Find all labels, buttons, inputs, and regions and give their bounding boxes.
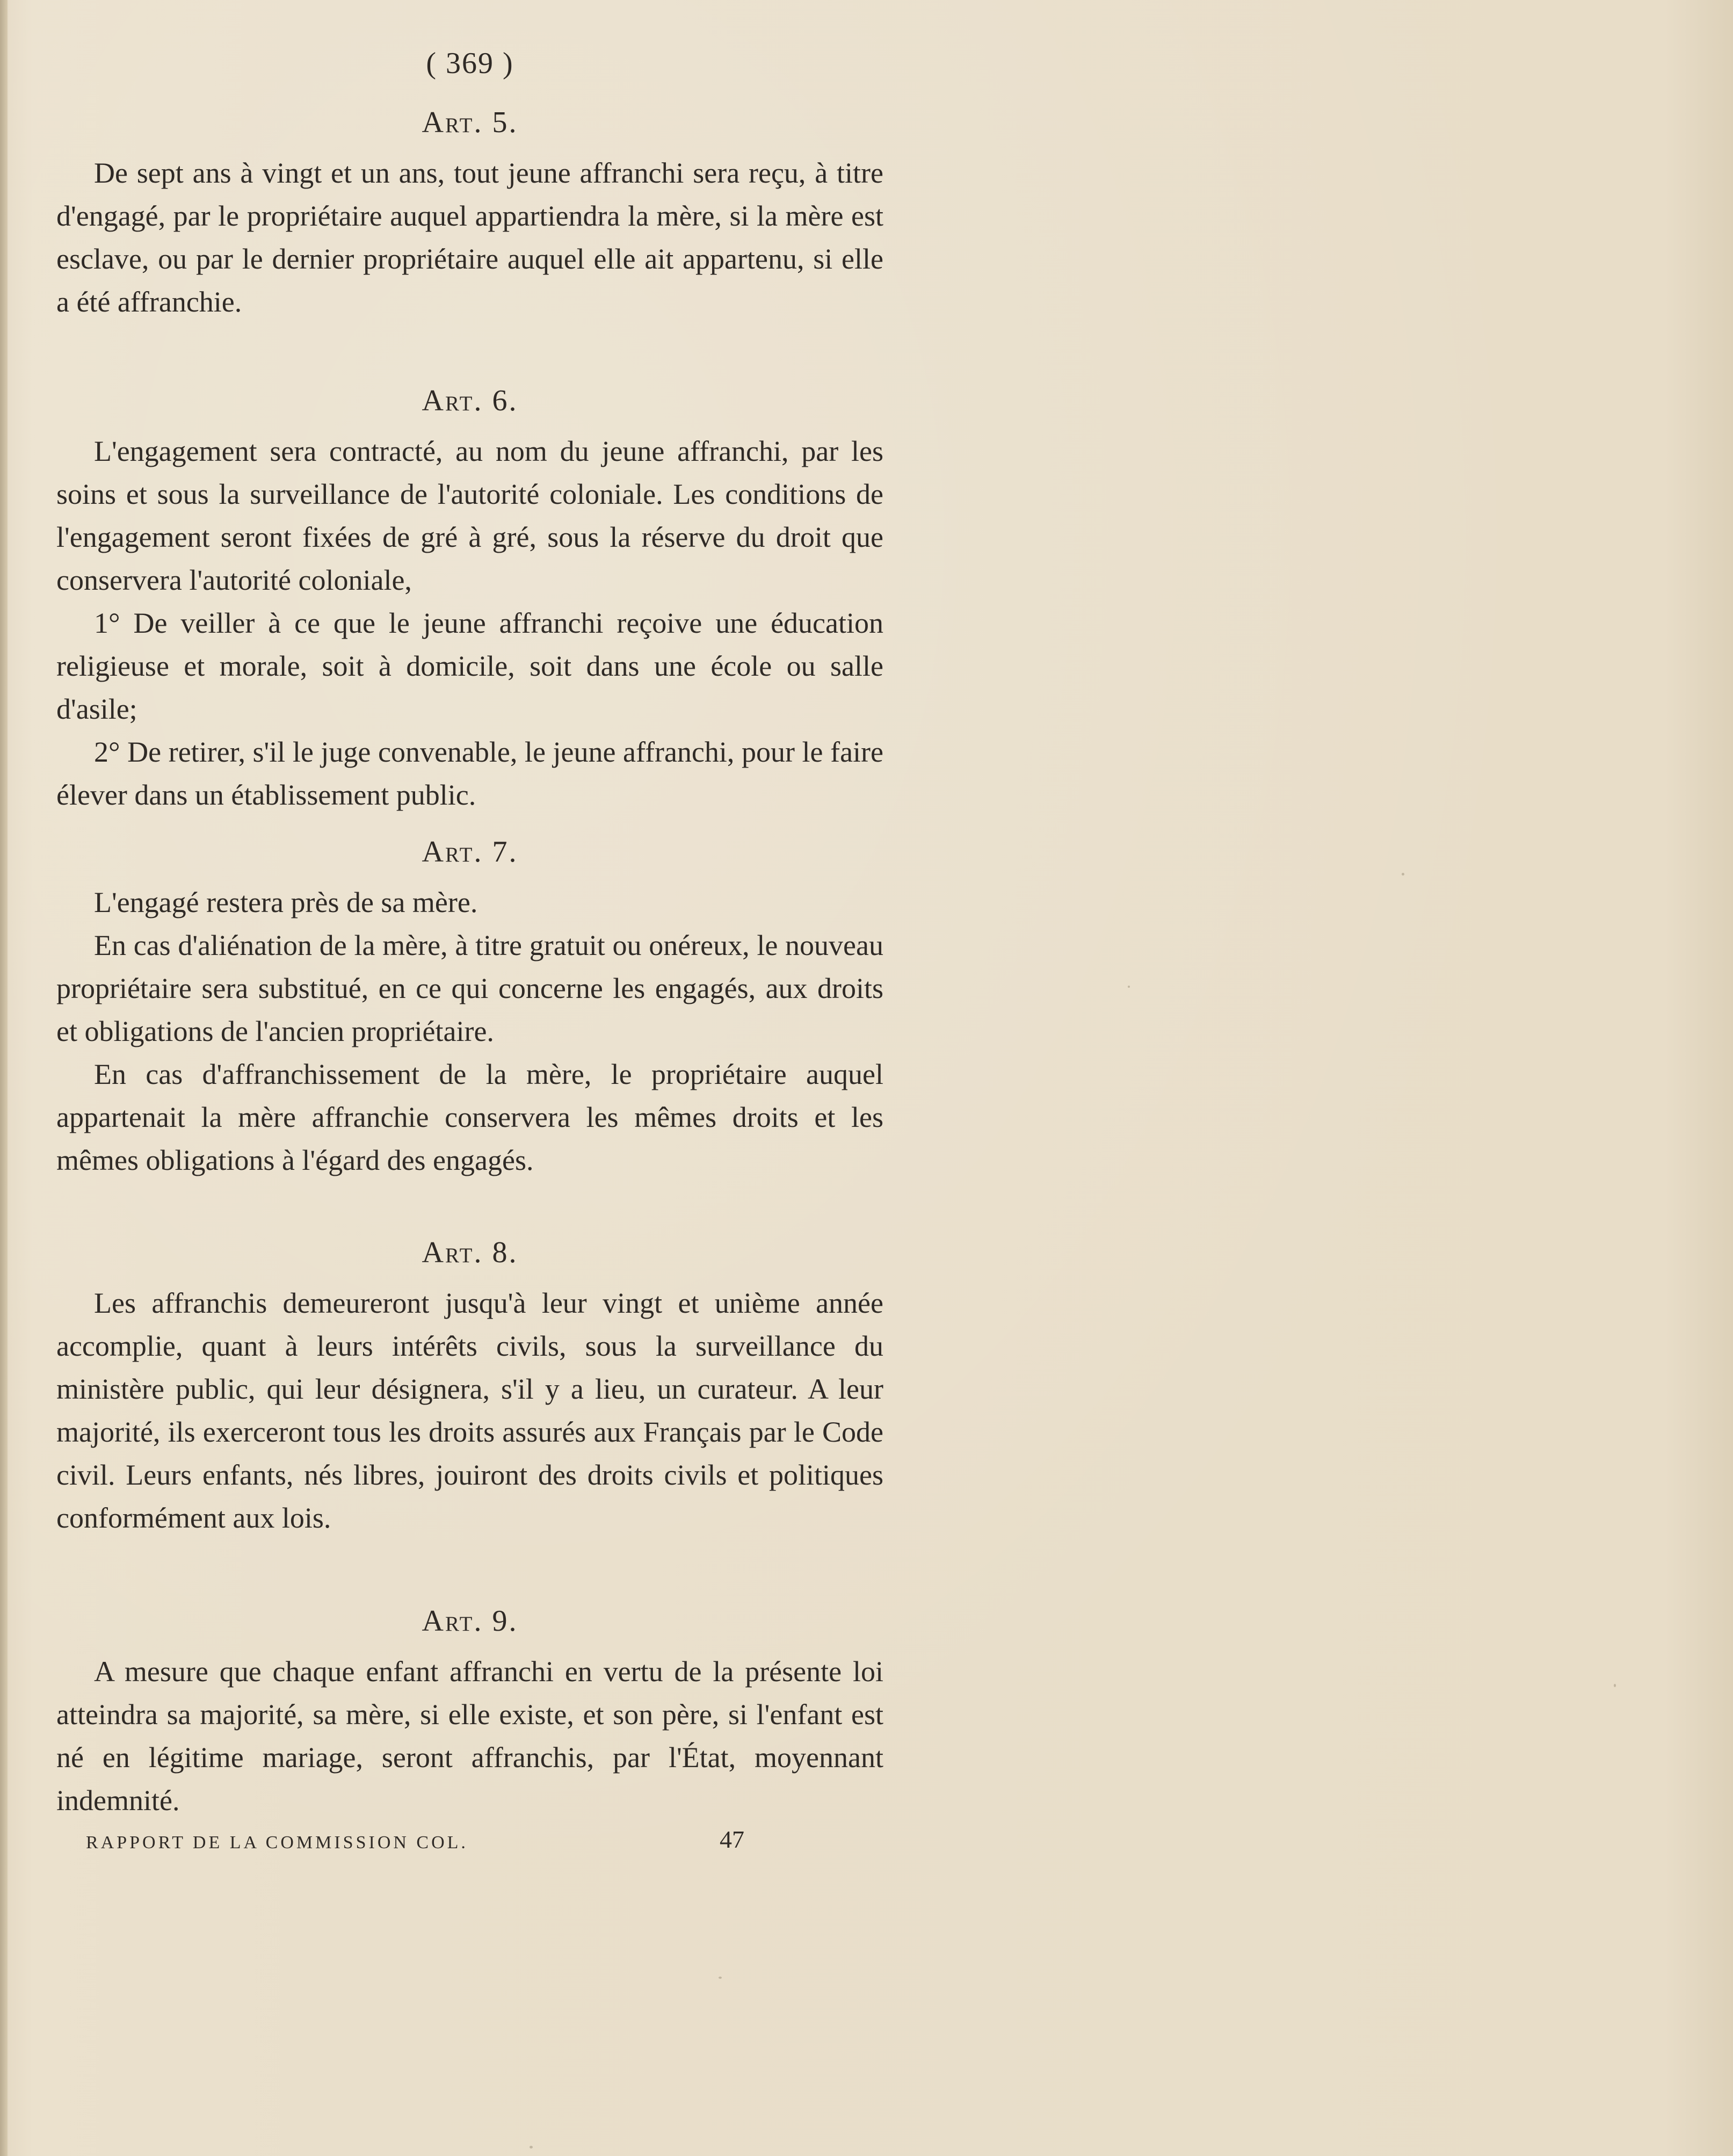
article-heading: Art. 6.	[422, 384, 518, 417]
running-title: RAPPORT DE LA COMMISSION COL.	[86, 1833, 468, 1853]
article-heading: Art. 8.	[422, 1236, 518, 1269]
article-heading: Art. 5.	[422, 106, 518, 139]
article-6	[56, 384, 883, 816]
article-heading: Art. 9.	[422, 1604, 518, 1638]
article-paragraph: En cas d'aliénation de la mère, à titre gratuit ou onéreux, le nouveau propriétaire sera substitué, en ce qui concerne les engagés, aux droits et obligations de l'ancien propriétaire.	[56, 929, 883, 1047]
paper-speck	[719, 1977, 722, 1979]
article-5	[56, 105, 883, 323]
page-footer	[86, 1825, 757, 1857]
paper-speck	[1128, 986, 1130, 988]
article-7	[56, 835, 883, 1182]
page-number: ( 369 )	[426, 47, 514, 80]
article-paragraph: Les affranchis demeureront jusqu'à leur vingt et unième année accomplie, quant à leurs intérêts civils, sous la surveillance du ministère public, qui leur désignera, s'il y a lieu, un curateur. A leur majorité, ils exerceront tous les droits assurés aux Français par le Code civil. Leurs enfants, nés libres, jouiront des droits civils et politiques conformément aux lois.	[56, 1287, 883, 1534]
article-paragraph: 2° De retirer, s'il le juge convenable, le jeune affranchi, pour le faire élever dans un établissement public.	[56, 736, 883, 811]
article-8	[56, 1235, 883, 1539]
paper-speck	[1614, 1684, 1616, 1687]
paper-speck	[1402, 873, 1404, 876]
paper-speck	[530, 2146, 533, 2148]
article-paragraph: L'engagé restera près de sa mère.	[94, 886, 478, 918]
signature-mark: 47	[720, 1826, 744, 1853]
article-9	[56, 1604, 883, 1822]
article-paragraph: 1° De veiller à ce que le jeune affranchi reçoive une éducation religieuse et morale, soit à domicile, soit dans une école ou salle d'asile;	[56, 607, 883, 725]
article-paragraph: A mesure que chaque enfant affranchi en vertu de la présente loi atteindra sa majorité, sa mère, si elle existe, et son père, si l'enfant est né en légitime mariage, seront affranchis, par l'État, moyennant indemnité.	[56, 1655, 883, 1817]
article-paragraph: De sept ans à vingt et un ans, tout jeune affranchi sera reçu, à titre d'engagé, par le propriétaire auquel appartiendra la mère, si la mère est esclave, ou par le dernier propriétaire auquel elle ait appartenu, si elle a été affranchie.	[56, 157, 883, 318]
article-paragraph: En cas d'affranchissement de la mère, le propriétaire auquel appartenait la mère affranchie conservera les mêmes droits et les mêmes obligations à l'égard des engagés.	[56, 1058, 883, 1176]
article-paragraph: L'engagement sera contracté, au nom du jeune affranchi, par les soins et sous la surveillance de l'autorité coloniale. Les conditions de l'engagement seront fixées de gré à gré, sous la réserve du droit que conservera l'autorité coloniale,	[56, 435, 883, 596]
article-heading: Art. 7.	[422, 835, 518, 869]
page-binding-edge	[0, 0, 8, 2156]
